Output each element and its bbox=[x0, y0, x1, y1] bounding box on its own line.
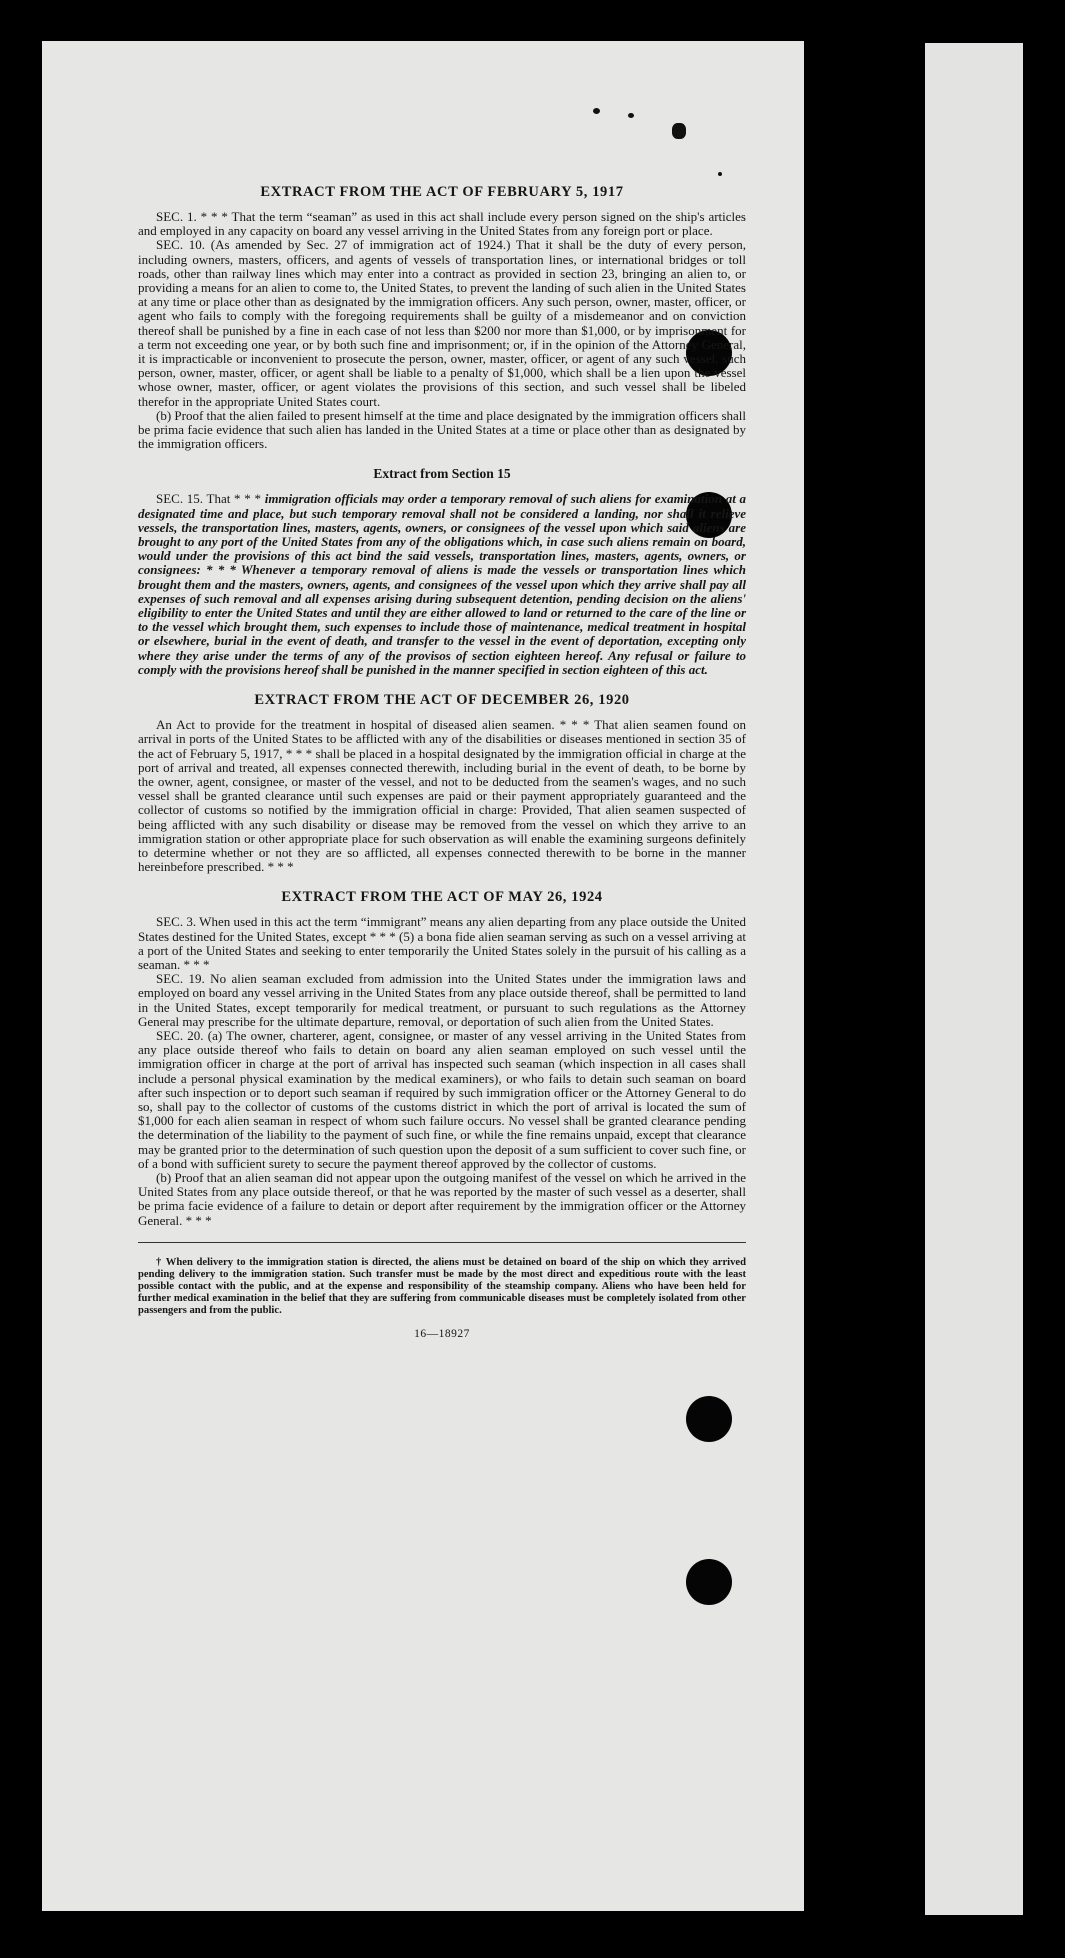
ink-speck bbox=[628, 113, 634, 118]
section-20-b: (b) Proof that an alien seaman did not appear upon the outgoing manifest of the vessel on which he arrived in the United States from any place outside thereof, or that he was reported by the master of such vessel as a deserter, shall be prima facie evidence of a failure to detain or deport after requirement by the immigration officer or the Attorney General. * * * bbox=[138, 1169, 746, 1228]
heading-act-1917: EXTRACT FROM THE ACT OF FEBRUARY 5, 1917 bbox=[260, 184, 624, 200]
footnote-rule bbox=[138, 1242, 746, 1243]
ink-speck bbox=[593, 108, 600, 114]
ink-speck bbox=[718, 172, 722, 176]
ink-speck bbox=[672, 123, 686, 139]
punch-hole bbox=[686, 1396, 732, 1442]
heading-act-1924: EXTRACT FROM THE ACT OF MAY 26, 1924 bbox=[281, 889, 603, 906]
act-1920-text: An Act to provide for the treatment in hospital of diseased alien seamen. * * * That alien seamen found on arrival in ports of the United States to be afflicted with any of the disabilities or diseases mentioned in section 35 of the act of February 5, 1917, * * * shall be placed in a hospital designated by the immigration official in charge at the port of arrival and treated, all expenses connected therewith, including burial in the event of death, to be borne by the owner, agent, consignee, or master of the vessel, and not to be deducted from the seamen's wages, and no such vessel shall be granted clearance until such expenses are paid or their payment appropriately guaranteed and the collector of customs so notified by the immigration official in charge: Provided, That alien seamen suspected of being afflicted with any such disability or disease may be removed from the vessel on which they arrive to an immigration station or other appropriate place for such observation as will enable the examining surgeons definitely to determine whether or not they are so afflicted, all expenses connected therewith to be borne in the manner hereinbefore prescribed. * * * bbox=[138, 717, 746, 875]
section-15-text: immigration officials may order a temporary removal of such aliens for examination at a designated time and place, but such temporary removal shall not be considered a landing, nor shall it relieve vessels, the transportation lines, masters, agents, owners, or consignees of the vessel upon which said aliens are brought to any port of the United States from any of the obligations which, in case such aliens remain on board, would under the provisions of this act bind the said vessels, transportation lines, masters, agents, owners, or consignees: * * * Whenever a temporary removal of aliens is made the vessels or transportation lines which brought them and the masters, owners, agents, and consignees of the vessel upon which they arrive shall pay all expenses of such removal and all expenses arising during subsequent detention, pending decision on the aliens' eligibility to enter the United States and until they are either allowed to land or returned to the care of the line or to the vessel which brought them, such expenses to include those of maintenance, medical treatment in hospital or elsewhere, burial in the event of death, and transfer to the vessel in the event of deportation, excepting only where they arise under the terms of any of the provisos of section eighteen hereof. Any refusal or failure to comply with the provisions hereof shall be punished in the manner specified in section eighteen of this act. bbox=[138, 491, 747, 677]
section-15 bbox=[138, 492, 746, 677]
section-20: SEC. 20. (a) The owner, charterer, agent, consignee, or master of any vessel arriving in the United States from any place outside thereof who fails to detain on board any alien seaman employed on such vessel until the immigration officer in charge at the port of arrival has inspected such seaman (which inspection in all cases shall include a personal physical examination by the medical examiners), or who fails to detain such seaman on board after such inspection or to deport such seaman if required by such immigration officer or the Attorney General to do so, shall pay to the collector of customs of the customs district in which the port of arrival is located the sum of $1,000 for each alien seaman in respect of whom such failure occurs. No vessel shall be granted clearance pending the determination of the liability to the payment of such fine, or while the fine remains unpaid, except that clearance may be granted prior to the determination of such question upon the deposit of a sum sufficient to cover such fine, or of a bond with sufficient surety to secure the payment thereof approved by the collector of customs. bbox=[138, 1027, 746, 1171]
heading-act-1920: EXTRACT FROM THE ACT OF DECEMBER 26, 1920 bbox=[254, 692, 630, 709]
section-19: SEC. 19. No alien seaman excluded from admission into the United States under the immigration laws and employed on board any vessel arriving in the United States from any place outside thereof, shall be permitted to land in the United States, except temporarily for medical treatment, or pursuant to such regulations as the Attorney General may prescribe for the ultimate departure, removal, or deportation of such alien from the United States. bbox=[138, 971, 746, 1029]
punch-hole bbox=[686, 1559, 732, 1605]
section-10-b: (b) Proof that the alien failed to present himself at the time and place designated by the immigration officers shall be prima facie evidence that such alien has landed in the United States at a time or place other than as designated by the immigration officers. bbox=[138, 407, 746, 452]
section-15-lead: SEC. 15. That * * * bbox=[156, 491, 261, 507]
document-text bbox=[138, 183, 746, 1341]
section-3: SEC. 3. When used in this act the term “immigrant” means any alien departing from any place outside the United States destined for the United States, except * * * (5) a bona fide alien seaman serving as such on a vessel arriving at a port of the United States and seeking to enter temporarily the United States solely in the pursuit of his calling as a seaman. * * * bbox=[138, 914, 746, 972]
sheet-number: 16—18927 bbox=[414, 1327, 470, 1340]
section-1: SEC. 1. * * * That the term “seaman” as used in this act shall include every person signed on the ship's articles and employed in any capacity on board any vessel arriving in the United States from any foreign port or place. bbox=[138, 209, 746, 239]
paper-edge-strip bbox=[925, 43, 1023, 1915]
section-10: SEC. 10. (As amended by Sec. 27 of immigration act of 1924.) That it shall be the duty of every person, including owners, masters, officers, and agents of vessels of transportation lines, or international bridges or toll roads, other than railway lines which may enter into a contract as provided in section 23, bringing an alien to, or providing a means for an alien to come to, the United States, to prevent the landing of such alien in the United States at any time or place other than as designated by the immigration officers. Any such person, owner, master, officer, or agent who fails to comply with the foregoing requirements shall be guilty of a misdemeanor and on conviction thereof shall be punished by a fine in each case of not less than $200 nor more than $1,000, or by imprisonment for a term not exceeding one year, or by both such fine and imprisonment; or, if in the opinion of the Attorney General, it is impracticable or inconvenient to prosecute the person, owner, master, officer, or agent of any such vessel, such person, owner, master, officer, or agent shall be liable to a penalty of $1,000, which shall be a lien upon the vessel whose owner, master, officer, or agent violates the provisions of this section, and such vessel shall be libeled therefor in the appropriate United States court. bbox=[138, 237, 746, 409]
heading-section-15: Extract from Section 15 bbox=[373, 466, 511, 482]
footnote: † When delivery to the immigration station is directed, the aliens must be detained on board of the ship on which they arrived pending delivery to the immigration station. Such transfer must be made by the most direct and expeditious route with the least possible contact with the public, and at the expense and responsibility of the steamship company. Aliens who have been held for further medical examination in the belief that they are suffering from communicable diseases must be completely isolated from other passengers and from the public. bbox=[138, 1256, 746, 1316]
